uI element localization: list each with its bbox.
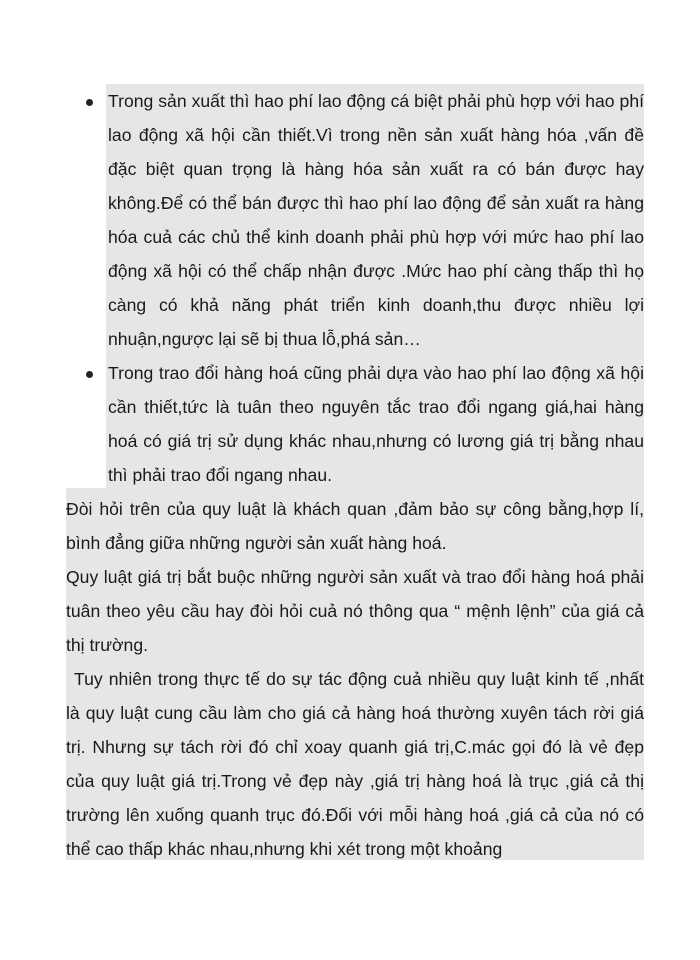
paragraph: Quy luật giá trị bắt buộc những người sản xuất và trao đổi hàng hoá phải tuân theo yêu cầu hay đòi hỏi cuả nó thông qua “ mệnh lệnh” của giá cả thị trường.	[66, 567, 644, 655]
bullet-item	[66, 356, 644, 492]
bullet-dot-icon	[86, 99, 93, 106]
bullet-text: Trong trao đổi hàng hoá cũng phải dựa vào hao phí lao động xã hội cần thiết,tức là tuân theo nguyên tắc trao đổi ngang giá,hai hàng hoá có giá trị sử dụng khác nhau,nhưng có lương giá trị bằng nhau thì phải trao đổi ngang nhau.	[108, 363, 644, 485]
bullet-dot-icon	[86, 371, 93, 378]
paragraph: Đòi hỏi trên của quy luật là khách quan ,đảm bảo sự công bằng,hợp lí, bình đẳng giữa những người sản xuất hàng hoá.	[66, 499, 644, 553]
bullet-item	[66, 84, 644, 356]
paragraph: Tuy nhiên trong thực tế do sự tác động cuả nhiều quy luật kinh tế ,nhất là quy luật cung cầu làm cho giá cả hàng hoá thường xuyên tách rời giá trị. Nhưng sự tách rời đó chỉ xoay quanh giá trị,C.mác gọi đó là vẻ đẹp của quy luật giá trị.Trong vẻ đẹp này ,giá trị hàng hoá là trục ,giá cả thị trường lên xuống quanh trục đó.Đối với mỗi hàng hoá ,giá cả của nó có thể cao thấp khác nhau,nhưng khi xét trong một khoảng	[66, 669, 644, 859]
bullet-text: Trong sản xuất thì hao phí lao động cá biệt phải phù hợp với hao phí lao động xã hội cần thiết.Vì trong nền sản xuất hàng hóa ,vấn đề đặc biệt quan trọng là hàng hóa sản xuất ra có bán được hay không.Để có thể bán được thì hao phí lao động để sản xuất ra hàng hóa cuả các chủ thể kinh doanh phải phù hợp với mức hao phí lao động xã hội có thể chấp nhận được .Mức hao phí càng thấp thì họ càng có khả năng phát triển kinh doanh,thu được nhiều lợi nhuận,ngược lại sẽ bị thua lỗ,phá sản…	[108, 91, 644, 349]
document-content	[66, 84, 644, 866]
